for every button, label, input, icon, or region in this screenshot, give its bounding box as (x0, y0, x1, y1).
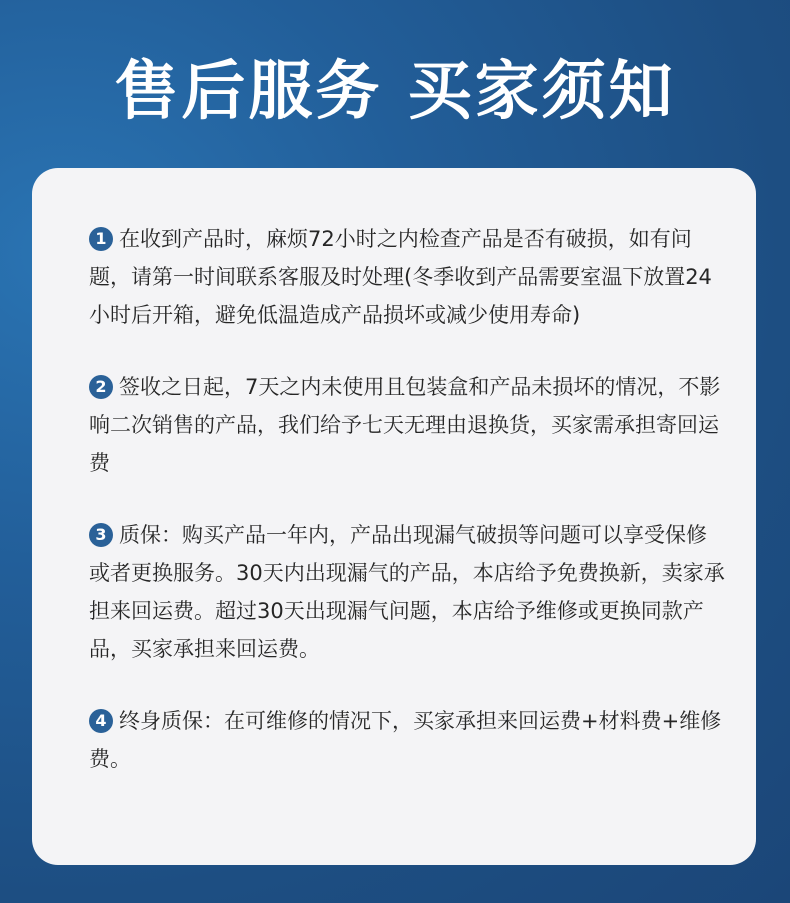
notice-item-3 (89, 516, 726, 668)
number-badge-4: 4 (89, 709, 113, 733)
number-badge-2: 2 (89, 375, 113, 399)
number-badge-1: 1 (89, 227, 113, 251)
notice-item-1 (89, 220, 726, 334)
notice-text-4: 终身质保：在可维修的情况下，买家承担来回运费+材料费+维修费。 (89, 709, 722, 771)
notice-item-4 (89, 702, 726, 778)
page-title: 售后服务 买家须知 (114, 55, 676, 129)
notice-text-2: 签收之日起，7天之内未使用且包装盒和产品未损坏的情况，不影响二次销售的产品，我们给予七天无理由退换货，买家需承担寄回运费 (89, 375, 721, 475)
notice-text-1: 在收到产品时，麻烦72小时之内检查产品是否有破损，如有问题，请第一时间联系客服及时处理(冬季收到产品需要室温下放置24小时后开箱，避免低温造成产品损坏或减少使用寿命) (89, 227, 712, 327)
notice-item-2 (89, 368, 726, 482)
notice-card (32, 168, 756, 865)
number-badge-3: 3 (89, 523, 113, 547)
notice-text-3: 质保：购买产品一年内，产品出现漏气破损等问题可以享受保修或者更换服务。30天内出现漏气的产品，本店给予免费换新，卖家承担来回运费。超过30天出现漏气问题，本店给予维修或更换同款产品，买家承担来回运费。 (89, 523, 725, 661)
